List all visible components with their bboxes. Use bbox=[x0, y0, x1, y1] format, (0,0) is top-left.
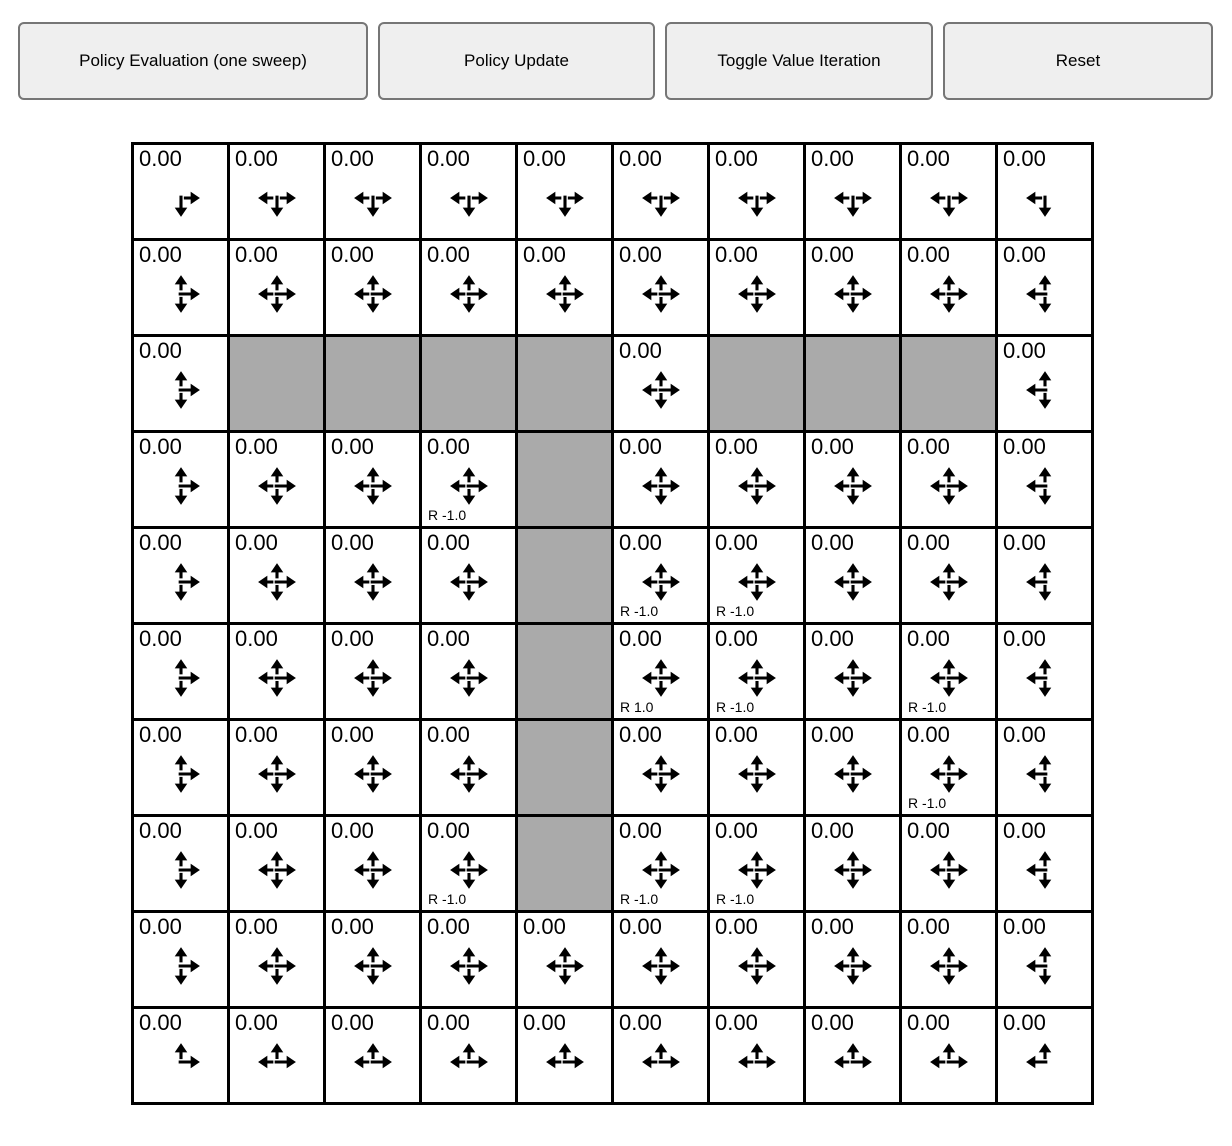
cell-value: 0.00 bbox=[523, 242, 566, 267]
policy-arrows-icon bbox=[1013, 934, 1077, 998]
grid-cell[interactable] bbox=[326, 529, 419, 622]
cell-value: 0.00 bbox=[331, 722, 374, 747]
grid-cell[interactable] bbox=[806, 625, 899, 718]
grid-cell[interactable] bbox=[998, 625, 1091, 718]
wall-cell[interactable] bbox=[902, 337, 995, 430]
cell-value: 0.00 bbox=[619, 338, 662, 363]
cell-reward-label: R -1.0 bbox=[428, 891, 467, 907]
grid-cell[interactable] bbox=[326, 625, 419, 718]
policy-arrows-icon bbox=[341, 934, 405, 998]
policy-arrows-icon bbox=[341, 166, 405, 230]
grid-cell[interactable] bbox=[902, 721, 995, 814]
cell-value: 0.00 bbox=[523, 146, 566, 171]
policy-arrows-icon bbox=[149, 742, 213, 806]
policy-arrows-icon bbox=[245, 838, 309, 902]
cell-value: 0.00 bbox=[907, 1010, 950, 1035]
cell-value: 0.00 bbox=[811, 818, 854, 843]
grid-cell[interactable] bbox=[902, 1009, 995, 1102]
grid-cell[interactable] bbox=[422, 241, 515, 334]
cell-value: 0.00 bbox=[331, 146, 374, 171]
grid-cell[interactable] bbox=[422, 529, 515, 622]
cell-value: 0.00 bbox=[427, 530, 470, 555]
cell-value: 0.00 bbox=[1003, 338, 1046, 363]
cell-value: 0.00 bbox=[1003, 914, 1046, 939]
grid-cell[interactable] bbox=[134, 433, 227, 526]
policy-arrows-icon bbox=[629, 454, 693, 518]
grid-cell[interactable] bbox=[518, 145, 611, 238]
policy-arrows-icon bbox=[1013, 646, 1077, 710]
policy-arrows-icon bbox=[1013, 742, 1077, 806]
grid-cell[interactable] bbox=[806, 241, 899, 334]
grid-cell[interactable] bbox=[902, 145, 995, 238]
grid-cell[interactable] bbox=[422, 913, 515, 1006]
grid-cell[interactable] bbox=[710, 145, 803, 238]
cell-value: 0.00 bbox=[139, 626, 182, 651]
grid-cell[interactable] bbox=[422, 1009, 515, 1102]
policy-arrows-icon bbox=[821, 838, 885, 902]
cell-value: 0.00 bbox=[331, 626, 374, 651]
cell-value: 0.00 bbox=[907, 242, 950, 267]
grid-cell[interactable] bbox=[326, 817, 419, 910]
cell-reward-label: R -1.0 bbox=[428, 507, 467, 523]
policy-arrows-icon bbox=[149, 1030, 213, 1094]
grid-cell[interactable] bbox=[326, 241, 419, 334]
cell-value: 0.00 bbox=[427, 818, 470, 843]
grid-cell[interactable] bbox=[998, 529, 1091, 622]
grid-cell[interactable] bbox=[230, 145, 323, 238]
policy-arrows-icon bbox=[245, 646, 309, 710]
cell-reward-label: R -1.0 bbox=[908, 795, 947, 811]
grid-cell[interactable] bbox=[326, 433, 419, 526]
policy-arrows-icon bbox=[821, 550, 885, 614]
grid-cell[interactable] bbox=[998, 433, 1091, 526]
toolbar bbox=[18, 22, 1232, 100]
grid-cell[interactable] bbox=[422, 145, 515, 238]
grid-cell[interactable] bbox=[422, 721, 515, 814]
policy-arrows-icon bbox=[725, 454, 789, 518]
cell-value: 0.00 bbox=[235, 626, 278, 651]
gridworld bbox=[131, 142, 1094, 1105]
cell-value: 0.00 bbox=[1003, 242, 1046, 267]
policy-arrows-icon bbox=[341, 454, 405, 518]
cell-value: 0.00 bbox=[619, 146, 662, 171]
policy-arrows-icon bbox=[437, 262, 501, 326]
wall-cell[interactable] bbox=[518, 625, 611, 718]
cell-value: 0.00 bbox=[811, 242, 854, 267]
cell-value: 0.00 bbox=[427, 914, 470, 939]
grid-cell[interactable] bbox=[134, 817, 227, 910]
cell-value: 0.00 bbox=[619, 914, 662, 939]
cell-value: 0.00 bbox=[619, 626, 662, 651]
grid-cell[interactable] bbox=[422, 625, 515, 718]
grid-cell[interactable] bbox=[902, 913, 995, 1006]
cell-reward-label: R -1.0 bbox=[716, 699, 755, 715]
grid-cell[interactable] bbox=[614, 817, 707, 910]
cell-value: 0.00 bbox=[811, 146, 854, 171]
cell-value: 0.00 bbox=[619, 818, 662, 843]
grid-cell[interactable] bbox=[710, 241, 803, 334]
cell-value: 0.00 bbox=[715, 722, 758, 747]
policy-arrows-icon bbox=[917, 838, 981, 902]
grid-cell[interactable] bbox=[614, 529, 707, 622]
policy-arrows-icon bbox=[821, 454, 885, 518]
grid-cell[interactable] bbox=[134, 337, 227, 430]
grid-cell[interactable] bbox=[614, 625, 707, 718]
cell-value: 0.00 bbox=[139, 1010, 182, 1035]
policy-arrows-icon bbox=[437, 166, 501, 230]
policy-arrows-icon bbox=[437, 742, 501, 806]
policy-arrows-icon bbox=[341, 550, 405, 614]
cell-value: 0.00 bbox=[331, 818, 374, 843]
cell-value: 0.00 bbox=[619, 722, 662, 747]
grid-cell[interactable] bbox=[134, 529, 227, 622]
policy-arrows-icon bbox=[821, 934, 885, 998]
cell-value: 0.00 bbox=[715, 1010, 758, 1035]
cell-value: 0.00 bbox=[811, 530, 854, 555]
grid-cell[interactable] bbox=[326, 145, 419, 238]
cell-value: 0.00 bbox=[715, 914, 758, 939]
policy-arrows-icon bbox=[917, 550, 981, 614]
reset-button[interactable]: Reset bbox=[943, 22, 1213, 100]
grid-cell[interactable] bbox=[902, 625, 995, 718]
cell-value: 0.00 bbox=[1003, 146, 1046, 171]
grid-cell[interactable] bbox=[614, 913, 707, 1006]
policy-arrows-icon bbox=[1013, 262, 1077, 326]
cell-value: 0.00 bbox=[811, 914, 854, 939]
policy-arrows-icon bbox=[245, 934, 309, 998]
wall-cell[interactable] bbox=[806, 337, 899, 430]
grid-cell[interactable] bbox=[710, 817, 803, 910]
policy-arrows-icon bbox=[533, 934, 597, 998]
grid-cell[interactable] bbox=[230, 529, 323, 622]
policy-arrows-icon bbox=[821, 1030, 885, 1094]
grid-cell[interactable] bbox=[326, 721, 419, 814]
cell-reward-label: R 1.0 bbox=[620, 699, 654, 715]
policy-arrows-icon bbox=[149, 358, 213, 422]
cell-value: 0.00 bbox=[235, 530, 278, 555]
grid-cell[interactable] bbox=[230, 625, 323, 718]
policy-arrows-icon bbox=[1013, 550, 1077, 614]
cell-value: 0.00 bbox=[811, 1010, 854, 1035]
cell-value: 0.00 bbox=[907, 146, 950, 171]
cell-value: 0.00 bbox=[715, 626, 758, 651]
policy-arrows-icon bbox=[341, 646, 405, 710]
policy-arrows-icon bbox=[341, 262, 405, 326]
cell-value: 0.00 bbox=[139, 530, 182, 555]
grid-cell[interactable] bbox=[614, 145, 707, 238]
policy-arrows-icon bbox=[437, 550, 501, 614]
grid-cell[interactable] bbox=[134, 913, 227, 1006]
cell-value: 0.00 bbox=[907, 818, 950, 843]
cell-reward-label: R -1.0 bbox=[716, 891, 755, 907]
cell-value: 0.00 bbox=[139, 146, 182, 171]
policy-arrows-icon bbox=[1013, 838, 1077, 902]
cell-reward-label: R -1.0 bbox=[716, 603, 755, 619]
cell-value: 0.00 bbox=[523, 1010, 566, 1035]
grid-cell[interactable] bbox=[998, 145, 1091, 238]
cell-value: 0.00 bbox=[139, 434, 182, 459]
cell-value: 0.00 bbox=[139, 338, 182, 363]
cell-value: 0.00 bbox=[235, 434, 278, 459]
policy-arrows-icon bbox=[821, 166, 885, 230]
policy-arrows-icon bbox=[149, 454, 213, 518]
policy-arrows-icon bbox=[917, 1030, 981, 1094]
policy-arrows-icon bbox=[1013, 358, 1077, 422]
grid-cell[interactable] bbox=[902, 433, 995, 526]
policy-arrows-icon bbox=[917, 934, 981, 998]
policy-arrows-icon bbox=[725, 1030, 789, 1094]
grid-cell[interactable] bbox=[134, 1009, 227, 1102]
cell-value: 0.00 bbox=[331, 434, 374, 459]
policy-arrows-icon bbox=[149, 934, 213, 998]
cell-value: 0.00 bbox=[331, 530, 374, 555]
policy-arrows-icon bbox=[437, 646, 501, 710]
policy-arrows-icon bbox=[149, 646, 213, 710]
grid-cell[interactable] bbox=[806, 529, 899, 622]
cell-value: 0.00 bbox=[427, 722, 470, 747]
wall-cell[interactable] bbox=[710, 337, 803, 430]
cell-value: 0.00 bbox=[811, 722, 854, 747]
grid-cell[interactable] bbox=[806, 721, 899, 814]
cell-value: 0.00 bbox=[427, 626, 470, 651]
cell-value: 0.00 bbox=[715, 242, 758, 267]
grid-cell[interactable] bbox=[902, 529, 995, 622]
wall-cell[interactable] bbox=[518, 721, 611, 814]
grid-cell[interactable] bbox=[614, 1009, 707, 1102]
grid-cell[interactable] bbox=[134, 241, 227, 334]
grid-cell[interactable] bbox=[806, 913, 899, 1006]
cell-value: 0.00 bbox=[907, 914, 950, 939]
policy-arrows-icon bbox=[917, 454, 981, 518]
grid-cell[interactable] bbox=[230, 817, 323, 910]
grid-cell[interactable] bbox=[998, 721, 1091, 814]
cell-value: 0.00 bbox=[811, 434, 854, 459]
policy-arrows-icon bbox=[725, 742, 789, 806]
toggle-value-iteration-button[interactable]: Toggle Value Iteration bbox=[665, 22, 933, 100]
cell-value: 0.00 bbox=[715, 146, 758, 171]
policy-arrows-icon bbox=[533, 166, 597, 230]
cell-value: 0.00 bbox=[139, 242, 182, 267]
grid-cell[interactable] bbox=[998, 1009, 1091, 1102]
cell-value: 0.00 bbox=[619, 434, 662, 459]
cell-value: 0.00 bbox=[331, 242, 374, 267]
cell-value: 0.00 bbox=[619, 530, 662, 555]
policy-arrows-icon bbox=[1013, 166, 1077, 230]
policy-arrows-icon bbox=[245, 550, 309, 614]
grid-cell[interactable] bbox=[614, 337, 707, 430]
policy-arrows-icon bbox=[149, 262, 213, 326]
policy-arrows-icon bbox=[533, 262, 597, 326]
grid-cell[interactable] bbox=[806, 1009, 899, 1102]
policy-arrows-icon bbox=[725, 934, 789, 998]
grid-cell[interactable] bbox=[326, 913, 419, 1006]
wall-cell[interactable] bbox=[518, 337, 611, 430]
grid-cell[interactable] bbox=[614, 433, 707, 526]
cell-value: 0.00 bbox=[619, 1010, 662, 1035]
cell-value: 0.00 bbox=[715, 434, 758, 459]
policy-arrows-icon bbox=[245, 1030, 309, 1094]
cell-value: 0.00 bbox=[1003, 434, 1046, 459]
cell-value: 0.00 bbox=[331, 1010, 374, 1035]
cell-value: 0.00 bbox=[523, 914, 566, 939]
grid-cell[interactable] bbox=[134, 145, 227, 238]
grid-cell[interactable] bbox=[806, 433, 899, 526]
policy-arrows-icon bbox=[821, 262, 885, 326]
policy-arrows-icon bbox=[341, 838, 405, 902]
grid-cell[interactable] bbox=[422, 817, 515, 910]
policy-arrows-icon bbox=[1013, 454, 1077, 518]
policy-arrows-icon bbox=[533, 1030, 597, 1094]
grid-cell[interactable] bbox=[998, 913, 1091, 1006]
policy-arrows-icon bbox=[245, 742, 309, 806]
policy-arrows-icon bbox=[245, 166, 309, 230]
grid-cell[interactable] bbox=[902, 241, 995, 334]
grid-cell[interactable] bbox=[230, 913, 323, 1006]
cell-value: 0.00 bbox=[619, 242, 662, 267]
cell-value: 0.00 bbox=[907, 530, 950, 555]
policy-arrows-icon bbox=[149, 838, 213, 902]
policy-arrows-icon bbox=[437, 1030, 501, 1094]
cell-value: 0.00 bbox=[907, 626, 950, 651]
grid-cell[interactable] bbox=[230, 433, 323, 526]
grid-cell[interactable] bbox=[710, 721, 803, 814]
grid-cell[interactable] bbox=[902, 817, 995, 910]
cell-value: 0.00 bbox=[1003, 626, 1046, 651]
cell-value: 0.00 bbox=[1003, 818, 1046, 843]
policy-arrows-icon bbox=[629, 358, 693, 422]
grid-cell[interactable] bbox=[806, 817, 899, 910]
cell-value: 0.00 bbox=[1003, 530, 1046, 555]
grid-cell[interactable] bbox=[134, 625, 227, 718]
cell-value: 0.00 bbox=[1003, 722, 1046, 747]
grid-cell[interactable] bbox=[326, 1009, 419, 1102]
policy-arrows-icon bbox=[917, 262, 981, 326]
grid-cell[interactable] bbox=[710, 625, 803, 718]
cell-value: 0.00 bbox=[139, 818, 182, 843]
grid-cell[interactable] bbox=[710, 433, 803, 526]
cell-value: 0.00 bbox=[1003, 1010, 1046, 1035]
wall-cell[interactable] bbox=[518, 529, 611, 622]
cell-value: 0.00 bbox=[235, 1010, 278, 1035]
policy-arrows-icon bbox=[245, 454, 309, 518]
cell-value: 0.00 bbox=[235, 146, 278, 171]
cell-value: 0.00 bbox=[139, 914, 182, 939]
cell-value: 0.00 bbox=[235, 818, 278, 843]
cell-value: 0.00 bbox=[427, 434, 470, 459]
cell-value: 0.00 bbox=[427, 146, 470, 171]
grid-cell[interactable] bbox=[518, 1009, 611, 1102]
grid-cell[interactable] bbox=[518, 241, 611, 334]
cell-value: 0.00 bbox=[715, 818, 758, 843]
policy-arrows-icon bbox=[629, 742, 693, 806]
wall-cell[interactable] bbox=[326, 337, 419, 430]
grid-cell[interactable] bbox=[518, 913, 611, 1006]
cell-value: 0.00 bbox=[235, 242, 278, 267]
cell-value: 0.00 bbox=[907, 722, 950, 747]
policy-arrows-icon bbox=[821, 742, 885, 806]
cell-value: 0.00 bbox=[139, 722, 182, 747]
cell-value: 0.00 bbox=[427, 242, 470, 267]
cell-reward-label: R -1.0 bbox=[908, 699, 947, 715]
policy-arrows-icon bbox=[341, 742, 405, 806]
wall-cell[interactable] bbox=[422, 337, 515, 430]
policy-arrows-icon bbox=[437, 934, 501, 998]
policy-evaluation-button[interactable]: Policy Evaluation (one sweep) bbox=[18, 22, 368, 100]
cell-value: 0.00 bbox=[811, 626, 854, 651]
policy-arrows-icon bbox=[629, 1030, 693, 1094]
policy-arrows-icon bbox=[245, 262, 309, 326]
cell-value: 0.00 bbox=[331, 914, 374, 939]
wall-cell[interactable] bbox=[518, 433, 611, 526]
policy-arrows-icon bbox=[917, 166, 981, 230]
grid-cell[interactable] bbox=[422, 433, 515, 526]
grid-cell[interactable] bbox=[614, 241, 707, 334]
grid-cell[interactable] bbox=[614, 721, 707, 814]
policy-arrows-icon bbox=[1013, 1030, 1077, 1094]
policy-arrows-icon bbox=[629, 262, 693, 326]
grid-cell[interactable] bbox=[230, 241, 323, 334]
grid-cell[interactable] bbox=[710, 1009, 803, 1102]
grid-cell[interactable] bbox=[230, 721, 323, 814]
grid-cell[interactable] bbox=[998, 337, 1091, 430]
policy-arrows-icon bbox=[629, 166, 693, 230]
policy-arrows-icon bbox=[821, 646, 885, 710]
policy-arrows-icon bbox=[725, 166, 789, 230]
grid-cell[interactable] bbox=[134, 721, 227, 814]
grid-cell[interactable] bbox=[998, 241, 1091, 334]
policy-arrows-icon bbox=[629, 934, 693, 998]
cell-reward-label: R -1.0 bbox=[620, 603, 659, 619]
grid-cell[interactable] bbox=[806, 145, 899, 238]
cell-value: 0.00 bbox=[235, 722, 278, 747]
policy-update-button[interactable]: Policy Update bbox=[378, 22, 655, 100]
policy-arrows-icon bbox=[149, 550, 213, 614]
cell-value: 0.00 bbox=[907, 434, 950, 459]
cell-value: 0.00 bbox=[715, 530, 758, 555]
cell-value: 0.00 bbox=[427, 1010, 470, 1035]
grid-cell[interactable] bbox=[230, 1009, 323, 1102]
grid-cell[interactable] bbox=[710, 529, 803, 622]
wall-cell[interactable] bbox=[230, 337, 323, 430]
policy-arrows-icon bbox=[725, 262, 789, 326]
cell-reward-label: R -1.0 bbox=[620, 891, 659, 907]
policy-arrows-icon bbox=[149, 166, 213, 230]
grid-cell[interactable] bbox=[998, 817, 1091, 910]
cell-value: 0.00 bbox=[235, 914, 278, 939]
grid-cell[interactable] bbox=[710, 913, 803, 1006]
policy-arrows-icon bbox=[341, 1030, 405, 1094]
wall-cell[interactable] bbox=[518, 817, 611, 910]
